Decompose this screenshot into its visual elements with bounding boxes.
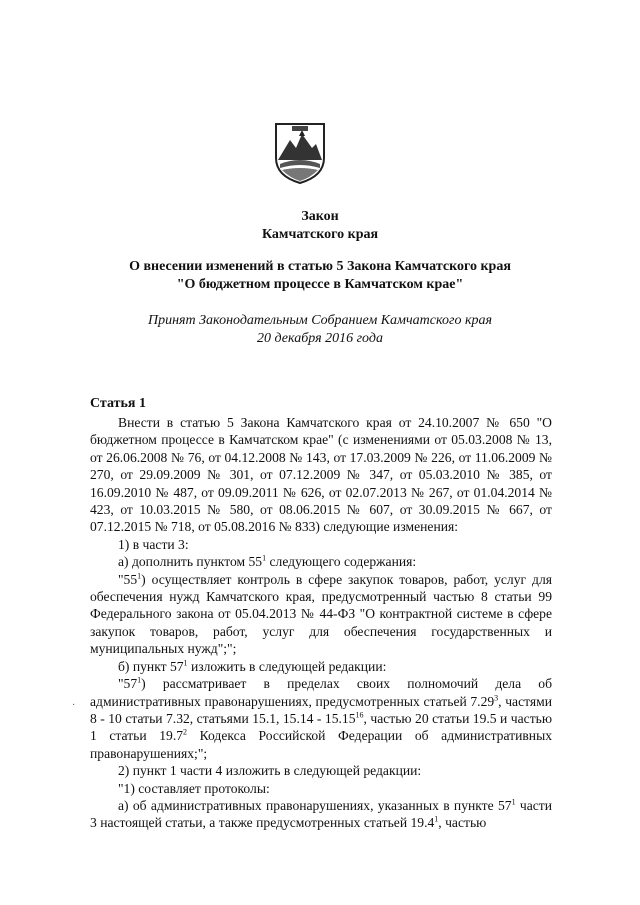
law-subject <box>0 258 640 294</box>
paragraph-intro: Внести в статью 5 Закона Камчатского края от 24.10.2007 № 650 "О бюджетном процессе в Камчатском крае" (с изменениями от 05.03.2008 № 13, от 26.06.2008 № 76, от 04.12.2008 № 143, от 17.03.2009 № 226, от 11.06.2009 № 270, от 29.09.2009 № 301, от 07.12.2009 № 347, от 05.03.2010 № 385, от 16.09.2010 № 487, от 09.09.2011 № 626, от 02.07.2013 № 267, от 01.04.2014 № 423, от 10.03.2015 № 580, от 08.06.2015 № 607, от 30.09.2015 № 667, от 07.12.2015 № 718, от 05.08.2016 № 833) следующие изменения: <box>90 415 552 535</box>
kamchatka-coat-of-arms-icon <box>272 120 328 186</box>
paragraph-part4: 2) пункт 1 части 4 изложить в следующей редакции: <box>118 763 422 779</box>
adopted-by: Принят Законодательным Собранием Камчатского края <box>147 313 493 328</box>
article-heading: Статья 1 <box>90 396 146 411</box>
paragraph-item-55-1: "$55^1$) осуществляет контроль в сфере закупок товаров, работ, услуг для обеспечения нужд Камчатского края, предусмотренный частью 8 статьи 99 Федерального закона от 05.04.2013 № 44-ФЗ "О контрактной системе в сфере закупок товаров, работ, услуг для обеспечения государственных и муниципальных нужд";"; <box>90 571 552 657</box>
subject-line-1: О внесении изменений в статью 5 Закона Камчатского края <box>129 259 511 274</box>
paragraph-item-a: а) дополнить пунктом $55^1$ следующего содержания: <box>118 553 417 570</box>
paragraph-part3: 1) в части 3: <box>118 536 189 552</box>
adoption-date: 20 декабря 2016 года <box>257 331 383 346</box>
law-word: Закон <box>301 209 339 224</box>
paragraph-item-57-1: "$57^1$) рассматривает в пределах своих полномочий дела об административных правонарушениях, предусмотренных статьей 7.29$^3$, частями 8 - 10 статьи 7.32, статьями 15.1, 15.14 - 15.15$^{16}$, частью 20 статьи 19.5 и частью 1 статьи 19.7$^2$ Кодекса Российской Федерации об административных правонарушениях;"; <box>90 675 552 761</box>
adoption-note <box>0 312 640 348</box>
subject-line-2: "О бюджетном процессе в Камчатском крае" <box>176 277 464 292</box>
article-body <box>90 414 552 832</box>
paragraph-protocols: "1) составляет протоколы: <box>118 780 270 796</box>
paragraph-protocols-a: а) об административных правонарушениях, указанных в пункте $57^1$ части 3 настоящей статьи, а также предусмотренных статьей 19.4$^1$, частью <box>90 797 552 831</box>
law-title <box>0 208 640 244</box>
margin-mark: · <box>72 700 76 711</box>
paragraph-item-b: б) пункт $57^1$ изложить в следующей редакции: <box>118 658 387 674</box>
region-name: Камчатского края <box>261 227 379 242</box>
